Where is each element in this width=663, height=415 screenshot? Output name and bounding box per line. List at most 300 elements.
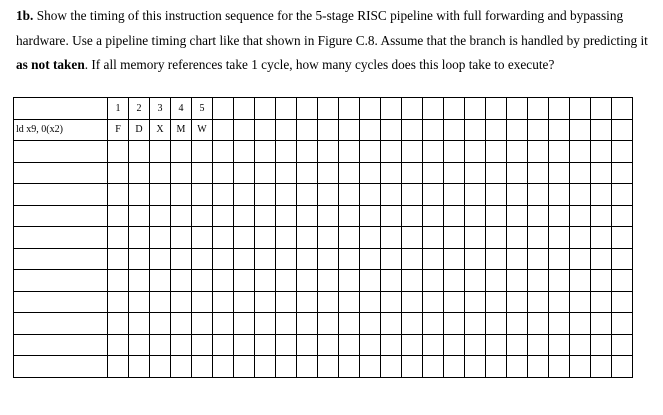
- instruction-cell: [14, 141, 108, 163]
- stage-cell: [423, 248, 444, 270]
- stage-cell: [297, 227, 318, 249]
- stage-cell: [150, 334, 171, 356]
- stage-cell: [465, 270, 486, 292]
- stage-cell: [234, 184, 255, 206]
- stage-cell: [150, 291, 171, 313]
- stage-cell: [192, 356, 213, 378]
- stage-cell: [192, 248, 213, 270]
- stage-cell: [213, 162, 234, 184]
- stage-cell: [486, 227, 507, 249]
- stage-cell: [360, 334, 381, 356]
- stage-cell: [318, 184, 339, 206]
- stage-cell: [339, 119, 360, 141]
- stage-cell: [108, 184, 129, 206]
- stage-cell: [213, 141, 234, 163]
- stage-cell: [360, 270, 381, 292]
- stage-cell: [297, 313, 318, 335]
- stage-cell: [360, 162, 381, 184]
- stage-cell: [402, 141, 423, 163]
- stage-cell: [192, 184, 213, 206]
- stage-cell: [276, 184, 297, 206]
- stage-cell: [507, 119, 528, 141]
- stage-cell: [549, 205, 570, 227]
- question-body-part2: . If all memory references take 1 cycle, how many cycles does this loop take to execute?: [84, 57, 555, 72]
- stage-cell: [339, 141, 360, 163]
- cycle-header-cell: 5: [192, 98, 213, 120]
- stage-cell: [276, 205, 297, 227]
- stage-cell: [465, 248, 486, 270]
- cycle-header-cell: [528, 98, 549, 120]
- cycle-header-cell: [213, 98, 234, 120]
- cycle-header-cell: 1: [108, 98, 129, 120]
- stage-cell: [360, 248, 381, 270]
- stage-cell: [423, 227, 444, 249]
- stage-cell: [234, 141, 255, 163]
- stage-cell: [612, 270, 633, 292]
- stage-cell: [528, 270, 549, 292]
- stage-cell: [612, 205, 633, 227]
- stage-cell: [213, 291, 234, 313]
- stage-cell: [486, 270, 507, 292]
- stage-cell: [591, 356, 612, 378]
- stage-cell: [549, 248, 570, 270]
- stage-cell: [528, 248, 549, 270]
- stage-cell: [402, 313, 423, 335]
- stage-cell: [486, 356, 507, 378]
- stage-cell: [171, 334, 192, 356]
- stage-cell: [381, 356, 402, 378]
- stage-cell: [108, 270, 129, 292]
- stage-cell: [150, 356, 171, 378]
- stage-cell: [255, 227, 276, 249]
- instruction-cell: [14, 313, 108, 335]
- stage-cell: [381, 141, 402, 163]
- stage-cell: [486, 205, 507, 227]
- stage-cell: [129, 313, 150, 335]
- stage-cell: [507, 356, 528, 378]
- stage-cell: [486, 248, 507, 270]
- stage-cell: [213, 313, 234, 335]
- stage-cell: [360, 119, 381, 141]
- stage-cell: [444, 141, 465, 163]
- stage-cell: [318, 334, 339, 356]
- stage-cell: [339, 356, 360, 378]
- stage-cell: [591, 227, 612, 249]
- stage-cell: [570, 205, 591, 227]
- stage-cell: [150, 227, 171, 249]
- stage-cell: [360, 205, 381, 227]
- stage-cell: [213, 184, 234, 206]
- stage-cell: [297, 184, 318, 206]
- stage-cell: [234, 334, 255, 356]
- stage-cell: [360, 227, 381, 249]
- cycle-header-cell: 3: [150, 98, 171, 120]
- stage-cell: [276, 119, 297, 141]
- stage-cell: [549, 313, 570, 335]
- stage-cell: [423, 119, 444, 141]
- stage-cell: [339, 313, 360, 335]
- stage-cell: M: [171, 119, 192, 141]
- cycle-header-cell: [234, 98, 255, 120]
- stage-cell: [150, 141, 171, 163]
- cycle-header-cell: [255, 98, 276, 120]
- stage-cell: [276, 313, 297, 335]
- stage-cell: [570, 119, 591, 141]
- stage-cell: [444, 248, 465, 270]
- stage-cell: [381, 162, 402, 184]
- stage-cell: [423, 184, 444, 206]
- stage-cell: [612, 227, 633, 249]
- stage-cell: [381, 313, 402, 335]
- stage-cell: [591, 162, 612, 184]
- stage-cell: [591, 141, 612, 163]
- stage-cell: [234, 291, 255, 313]
- stage-cell: [171, 356, 192, 378]
- stage-cell: [591, 184, 612, 206]
- stage-cell: [276, 141, 297, 163]
- question-emphasis: as not taken: [16, 57, 85, 72]
- stage-cell: [255, 334, 276, 356]
- instruction-row: [14, 248, 633, 270]
- cycle-header-cell: [402, 98, 423, 120]
- stage-cell: [549, 184, 570, 206]
- stage-cell: [444, 334, 465, 356]
- stage-cell: [234, 205, 255, 227]
- stage-cell: [549, 291, 570, 313]
- stage-cell: [339, 291, 360, 313]
- stage-cell: [444, 291, 465, 313]
- stage-cell: [444, 270, 465, 292]
- stage-cell: [465, 334, 486, 356]
- stage-cell: [381, 227, 402, 249]
- stage-cell: [423, 313, 444, 335]
- stage-cell: [234, 227, 255, 249]
- stage-cell: [276, 334, 297, 356]
- instruction-cell: [14, 248, 108, 270]
- stage-cell: [402, 162, 423, 184]
- stage-cell: [486, 334, 507, 356]
- stage-cell: [129, 270, 150, 292]
- stage-cell: [360, 356, 381, 378]
- stage-cell: [171, 227, 192, 249]
- stage-cell: [528, 184, 549, 206]
- stage-cell: [570, 334, 591, 356]
- stage-cell: [528, 313, 549, 335]
- pipeline-timing-chart: [13, 97, 633, 378]
- stage-cell: [234, 162, 255, 184]
- stage-cell: [381, 334, 402, 356]
- stage-cell: [192, 313, 213, 335]
- question-body-part1: Show the timing of this instruction sequence for the 5-stage RISC pipeline with full forwarding and bypassing hardware. Use a pipeline timing chart like that shown in Figure C.8. Assume that the branch is handled by predicting it: [16, 8, 648, 48]
- cycle-header-cell: [549, 98, 570, 120]
- stage-cell: [360, 184, 381, 206]
- stage-cell: [276, 227, 297, 249]
- stage-cell: [129, 334, 150, 356]
- cycle-header-cell: [297, 98, 318, 120]
- stage-cell: [612, 313, 633, 335]
- stage-cell: [192, 291, 213, 313]
- instruction-row: [14, 119, 633, 141]
- stage-cell: [318, 141, 339, 163]
- stage-cell: [318, 205, 339, 227]
- instruction-row: [14, 291, 633, 313]
- stage-cell: [108, 162, 129, 184]
- stage-cell: [444, 184, 465, 206]
- stage-cell: [255, 205, 276, 227]
- stage-cell: [423, 162, 444, 184]
- cycle-header-cell: [318, 98, 339, 120]
- instruction-cell: [14, 356, 108, 378]
- stage-cell: [129, 205, 150, 227]
- stage-cell: [381, 248, 402, 270]
- stage-cell: [276, 162, 297, 184]
- stage-cell: [570, 248, 591, 270]
- stage-cell: [612, 119, 633, 141]
- stage-cell: [486, 119, 507, 141]
- cycle-header-cell: [381, 98, 402, 120]
- stage-cell: [171, 205, 192, 227]
- stage-cell: [108, 227, 129, 249]
- stage-cell: [444, 119, 465, 141]
- stage-cell: [318, 270, 339, 292]
- cycle-header-cell: [444, 98, 465, 120]
- stage-cell: [129, 184, 150, 206]
- stage-cell: [276, 291, 297, 313]
- cycle-header-cell: [423, 98, 444, 120]
- instruction-row: [14, 184, 633, 206]
- stage-cell: [297, 141, 318, 163]
- stage-cell: [612, 291, 633, 313]
- cycle-header-cell: [612, 98, 633, 120]
- stage-cell: [528, 356, 549, 378]
- stage-cell: [591, 291, 612, 313]
- stage-cell: [465, 184, 486, 206]
- stage-cell: [171, 270, 192, 292]
- stage-cell: [276, 356, 297, 378]
- stage-cell: [423, 270, 444, 292]
- stage-cell: [234, 270, 255, 292]
- stage-cell: [486, 141, 507, 163]
- stage-cell: [339, 227, 360, 249]
- stage-cell: [423, 141, 444, 163]
- stage-cell: [339, 205, 360, 227]
- stage-cell: [612, 141, 633, 163]
- stage-cell: [444, 356, 465, 378]
- stage-cell: [192, 270, 213, 292]
- instruction-row: [14, 162, 633, 184]
- stage-cell: [486, 313, 507, 335]
- stage-cell: [171, 141, 192, 163]
- instruction-row: [14, 270, 633, 292]
- stage-cell: [360, 291, 381, 313]
- stage-cell: [507, 270, 528, 292]
- instruction-row: [14, 141, 633, 163]
- stage-cell: [549, 141, 570, 163]
- stage-cell: [507, 184, 528, 206]
- stage-cell: [381, 291, 402, 313]
- stage-cell: [318, 227, 339, 249]
- stage-cell: [444, 205, 465, 227]
- instruction-row: [14, 313, 633, 335]
- stage-cell: [108, 141, 129, 163]
- stage-cell: [528, 205, 549, 227]
- stage-cell: [108, 334, 129, 356]
- stage-cell: [150, 270, 171, 292]
- stage-cell: [234, 119, 255, 141]
- stage-cell: [507, 205, 528, 227]
- stage-cell: [150, 248, 171, 270]
- stage-cell: [108, 205, 129, 227]
- stage-cell: [423, 291, 444, 313]
- stage-cell: [171, 313, 192, 335]
- stage-cell: [234, 356, 255, 378]
- stage-cell: [129, 162, 150, 184]
- stage-cell: [444, 313, 465, 335]
- stage-cell: [297, 162, 318, 184]
- stage-cell: [402, 356, 423, 378]
- stage-cell: [402, 205, 423, 227]
- stage-cell: [234, 313, 255, 335]
- cycle-header-cell: [339, 98, 360, 120]
- stage-cell: [213, 270, 234, 292]
- stage-cell: [507, 141, 528, 163]
- stage-cell: [318, 313, 339, 335]
- instruction-cell: [14, 291, 108, 313]
- stage-cell: [591, 248, 612, 270]
- stage-cell: [465, 119, 486, 141]
- stage-cell: [507, 313, 528, 335]
- stage-cell: [465, 313, 486, 335]
- stage-cell: [297, 248, 318, 270]
- stage-cell: [591, 270, 612, 292]
- stage-cell: [318, 248, 339, 270]
- stage-cell: [108, 313, 129, 335]
- stage-cell: [129, 227, 150, 249]
- stage-cell: [570, 141, 591, 163]
- stage-cell: [297, 334, 318, 356]
- instruction-cell: [14, 184, 108, 206]
- stage-cell: [612, 248, 633, 270]
- stage-cell: [255, 291, 276, 313]
- question-number: 1b.: [16, 8, 34, 23]
- stage-cell: [297, 270, 318, 292]
- stage-cell: [213, 248, 234, 270]
- stage-cell: [549, 334, 570, 356]
- stage-cell: [549, 119, 570, 141]
- stage-cell: [129, 291, 150, 313]
- instruction-row: [14, 356, 633, 378]
- stage-cell: [423, 356, 444, 378]
- stage-cell: [192, 334, 213, 356]
- stage-cell: [255, 313, 276, 335]
- stage-cell: [465, 291, 486, 313]
- header-row: [14, 98, 633, 120]
- stage-cell: [129, 248, 150, 270]
- stage-cell: [318, 291, 339, 313]
- stage-cell: [297, 356, 318, 378]
- stage-cell: X: [150, 119, 171, 141]
- stage-cell: [381, 270, 402, 292]
- stage-cell: [108, 356, 129, 378]
- stage-cell: [612, 356, 633, 378]
- stage-cell: [276, 248, 297, 270]
- stage-cell: [318, 119, 339, 141]
- stage-cell: [255, 270, 276, 292]
- cycle-header-cell: 4: [171, 98, 192, 120]
- stage-cell: [423, 205, 444, 227]
- stage-cell: [402, 119, 423, 141]
- stage-cell: [339, 248, 360, 270]
- stage-cell: [570, 356, 591, 378]
- stage-cell: [150, 313, 171, 335]
- stage-cell: [297, 119, 318, 141]
- stage-cell: [507, 291, 528, 313]
- stage-cell: [570, 270, 591, 292]
- stage-cell: [549, 227, 570, 249]
- stage-cell: D: [129, 119, 150, 141]
- stage-cell: [591, 119, 612, 141]
- stage-cell: [549, 162, 570, 184]
- stage-cell: [150, 184, 171, 206]
- stage-cell: [612, 162, 633, 184]
- stage-cell: [381, 119, 402, 141]
- stage-cell: [171, 248, 192, 270]
- cycle-header-cell: [570, 98, 591, 120]
- stage-cell: [213, 334, 234, 356]
- stage-cell: [528, 227, 549, 249]
- stage-cell: [213, 227, 234, 249]
- instruction-cell: ld x9, 0(x2): [14, 119, 108, 141]
- stage-cell: [549, 356, 570, 378]
- stage-cell: [360, 141, 381, 163]
- stage-cell: [318, 162, 339, 184]
- stage-cell: [171, 184, 192, 206]
- instruction-cell: [14, 270, 108, 292]
- stage-cell: [318, 356, 339, 378]
- stage-cell: [129, 356, 150, 378]
- stage-cell: [255, 119, 276, 141]
- stage-cell: [381, 184, 402, 206]
- stage-cell: [486, 291, 507, 313]
- stage-cell: [570, 162, 591, 184]
- stage-cell: [108, 291, 129, 313]
- stage-cell: [297, 205, 318, 227]
- stage-cell: [591, 313, 612, 335]
- stage-cell: [528, 162, 549, 184]
- stage-cell: [528, 141, 549, 163]
- stage-cell: [570, 313, 591, 335]
- stage-cell: [402, 248, 423, 270]
- stage-cell: [255, 184, 276, 206]
- stage-cell: [591, 334, 612, 356]
- stage-cell: [465, 141, 486, 163]
- stage-cell: [549, 270, 570, 292]
- header-corner-cell: [14, 98, 108, 120]
- stage-cell: [570, 184, 591, 206]
- stage-cell: [192, 141, 213, 163]
- stage-cell: [297, 291, 318, 313]
- stage-cell: W: [192, 119, 213, 141]
- stage-cell: [465, 356, 486, 378]
- stage-cell: [444, 162, 465, 184]
- stage-cell: [507, 162, 528, 184]
- cycle-header-cell: [276, 98, 297, 120]
- stage-cell: [591, 205, 612, 227]
- stage-cell: [381, 205, 402, 227]
- stage-cell: [213, 356, 234, 378]
- stage-cell: [528, 334, 549, 356]
- cycle-header-cell: [465, 98, 486, 120]
